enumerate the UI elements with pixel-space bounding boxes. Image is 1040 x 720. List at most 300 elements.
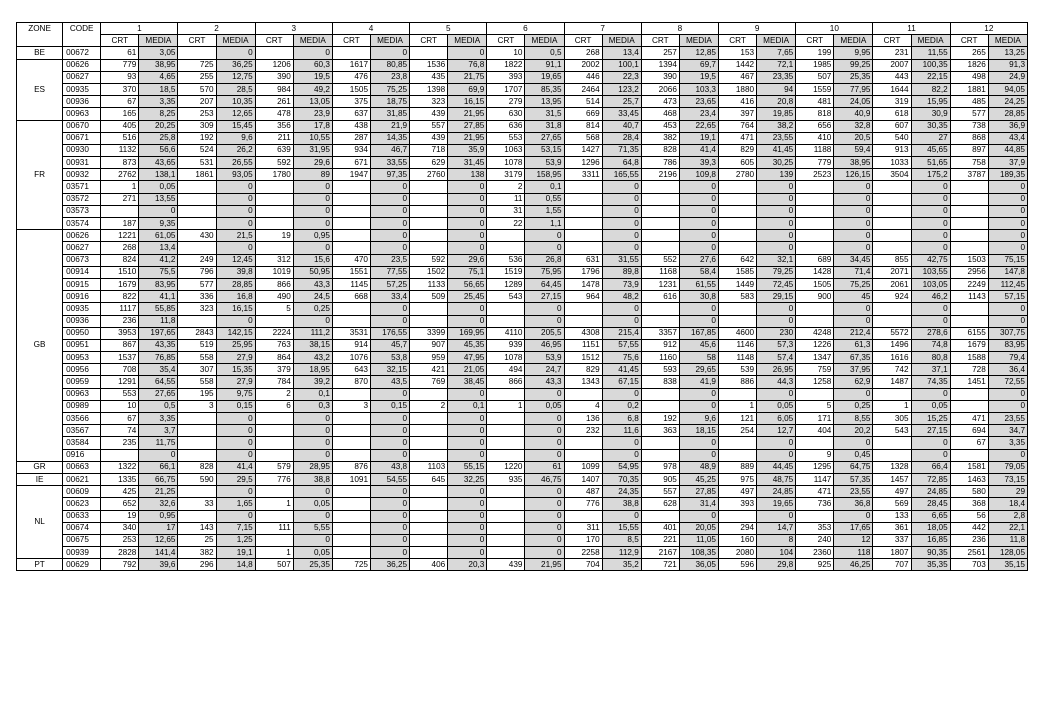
media-cell: 29,6 [293,157,332,169]
crt-cell: 1478 [564,278,602,290]
media-cell: 27,85 [679,486,718,498]
crt-cell: 779 [101,59,139,71]
crt-cell [332,218,370,230]
crt-cell [564,510,602,522]
media-cell: 0 [371,437,410,449]
crt-cell: 524 [178,144,216,156]
media-cell: 19,1 [216,547,255,559]
media-cell: 0 [911,437,950,449]
crt-cell: 382 [641,132,679,144]
crt-cell: 725 [332,559,370,571]
media-cell: 10,35 [216,96,255,108]
media-cell: 72,55 [988,376,1027,388]
crt-cell [796,388,834,400]
crt-cell: 907 [410,339,448,351]
media-cell: 31,45 [448,157,487,169]
crt-cell: 2007 [873,59,911,71]
crt-cell [332,534,370,546]
media-cell: 0,95 [139,510,178,522]
crt-cell: 1322 [101,461,139,473]
media-cell: 6,05 [757,413,796,425]
crt-cell [255,510,293,522]
media-cell: 61,55 [679,278,718,290]
crt-cell: 265 [950,47,988,59]
media-cell: 103,05 [911,278,950,290]
media-cell: 0 [525,437,564,449]
crt-cell: 776 [255,473,293,485]
media-cell: 12,75 [216,71,255,83]
crt-cell: 323 [410,96,448,108]
media-cell: 0 [757,242,796,254]
media-cell: 41,4 [679,144,718,156]
crt-cell [873,303,911,315]
crt-cell: 708 [101,364,139,376]
media-cell: 7,15 [216,522,255,534]
media-cell: 32,8 [834,120,873,132]
media-cell: 0 [679,400,718,412]
crt-cell: 763 [255,339,293,351]
crt-cell: 2066 [641,83,679,95]
crt-cell: 478 [255,108,293,120]
crt-cell [873,242,911,254]
crt-cell: 580 [950,486,988,498]
crt-cell: 1328 [873,461,911,473]
table-row [17,364,1028,376]
media-cell: 0 [448,315,487,327]
media-cell: 0 [757,193,796,205]
table-row [17,120,1028,132]
media-cell: 0 [911,242,950,254]
media-cell: 20,2 [834,425,873,437]
media-cell: 1,25 [216,534,255,546]
media-cell: 0 [448,413,487,425]
media-cell: 13,25 [988,47,1027,59]
crt-cell: 1099 [564,461,602,473]
crt-cell [564,242,602,254]
media-cell: 0 [216,218,255,230]
month-header: 9 [718,23,795,35]
crt-cell [410,181,448,193]
media-cell: 41,2 [139,254,178,266]
media-cell: 73,15 [988,473,1027,485]
media-cell: 0 [293,193,332,205]
media-cell: 0 [602,510,641,522]
media-cell: 8,5 [602,534,641,546]
crt-cell [410,437,448,449]
crt-cell: 3179 [487,169,525,181]
crt-cell: 864 [255,352,293,364]
media-cell: 28,4 [602,132,641,144]
code-cell: 0916 [63,449,101,461]
table-row [17,413,1028,425]
crt-cell [950,205,988,217]
media-cell: 46,7 [371,144,410,156]
crt-cell: 1347 [796,352,834,364]
media-cell: 77,55 [371,266,410,278]
media-cell: 0 [602,230,641,242]
crt-cell: 569 [873,498,911,510]
crt-cell: 605 [718,157,756,169]
media-cell: 31,8 [525,120,564,132]
media-cell: 118 [834,547,873,559]
media-cell: 4,65 [139,71,178,83]
media-cell: 40,9 [834,108,873,120]
crt-cell: 1707 [487,83,525,95]
media-cell: 0 [757,218,796,230]
crt-cell [487,230,525,242]
media-cell: 38,45 [448,376,487,388]
crt-cell: 2249 [950,278,988,290]
crt-cell: 1807 [873,547,911,559]
crt-cell: 725 [178,59,216,71]
media-cell: 18,4 [988,498,1027,510]
crt-header: CRT [873,35,911,47]
crt-cell: 866 [487,376,525,388]
crt-cell: 1151 [564,339,602,351]
crt-cell [332,425,370,437]
crt-cell: 543 [873,425,911,437]
media-cell: 45,6 [679,339,718,351]
media-cell: 0 [216,193,255,205]
media-cell: 3,35 [139,413,178,425]
code-cell: 00629 [63,559,101,571]
crt-cell: 639 [255,144,293,156]
media-cell: 24,25 [988,96,1027,108]
crt-cell [564,230,602,242]
crt-cell: 4308 [564,327,602,339]
media-cell: 47,95 [448,352,487,364]
crt-cell [410,315,448,327]
media-cell: 27 [911,132,950,144]
media-cell: 43,2 [293,352,332,364]
crt-cell [873,437,911,449]
crt-cell: 1091 [332,473,370,485]
table-row [17,59,1028,71]
crt-cell: 476 [332,71,370,83]
zone-cell: NL [17,486,63,559]
media-cell: 80,85 [371,59,410,71]
media-cell: 0 [757,230,796,242]
crt-cell [718,303,756,315]
crt-header: CRT [255,35,293,47]
media-cell: 126,15 [834,169,873,181]
media-cell: 58,4 [679,266,718,278]
table-row [17,278,1028,290]
crt-cell [178,486,216,498]
crt-cell: 4248 [796,327,834,339]
crt-cell [873,193,911,205]
crt-cell: 3 [332,400,370,412]
media-cell: 0,15 [216,400,255,412]
media-cell: 26,95 [757,364,796,376]
crt-cell: 240 [796,534,834,546]
crt-cell: 897 [950,144,988,156]
media-cell: 0 [834,388,873,400]
media-cell: 0 [371,449,410,461]
media-cell: 0 [679,437,718,449]
crt-cell: 1 [101,181,139,193]
crt-cell [332,303,370,315]
media-cell: 32,15 [371,364,410,376]
crt-cell: 356 [255,120,293,132]
crt-cell [255,218,293,230]
zone-cell: GB [17,230,63,462]
media-cell: 27,9 [216,352,255,364]
crt-cell: 656 [796,120,834,132]
media-cell: 0 [679,193,718,205]
crt-cell: 31 [487,205,525,217]
crt-cell: 671 [332,157,370,169]
media-cell: 103,3 [679,83,718,95]
media-cell: 75,15 [988,254,1027,266]
crt-cell: 1147 [796,473,834,485]
crt-cell [101,205,139,217]
media-header: MEDIA [602,35,641,47]
media-cell: 80,8 [911,352,950,364]
crt-cell [641,205,679,217]
media-cell: 15,35 [216,364,255,376]
crt-cell [873,205,911,217]
crt-cell: 1258 [796,376,834,388]
media-cell: 12 [834,534,873,546]
media-cell: 97,35 [371,169,410,181]
crt-cell: 570 [178,83,216,95]
crt-cell: 236 [101,315,139,327]
media-cell: 0 [448,498,487,510]
crt-cell [487,413,525,425]
month-header: 10 [796,23,873,35]
table-row [17,157,1028,169]
crt-cell [950,388,988,400]
crt-cell: 1078 [487,352,525,364]
media-cell: 60,3 [293,59,332,71]
crt-cell: 468 [641,108,679,120]
crt-cell [796,303,834,315]
crt-cell [410,498,448,510]
table-row [17,486,1028,498]
media-cell: 0 [216,510,255,522]
crt-cell [332,498,370,510]
table-row [17,71,1028,83]
crt-cell [410,449,448,461]
media-cell: 53,9 [525,352,564,364]
crt-cell: 497 [718,486,756,498]
media-cell: 64,55 [139,376,178,388]
media-cell: 0 [834,315,873,327]
table-row [17,547,1028,559]
media-cell: 22,3 [602,71,641,83]
crt-cell: 19 [255,230,293,242]
crt-cell: 416 [718,96,756,108]
crt-cell: 1947 [332,169,370,181]
media-cell: 35,35 [911,559,950,571]
media-cell: 76,85 [139,352,178,364]
crt-cell: 1463 [950,473,988,485]
crt-cell [410,486,448,498]
crt-cell [178,218,216,230]
media-cell: 54,95 [602,461,641,473]
crt-cell: 405 [101,120,139,132]
media-cell: 29 [988,486,1027,498]
crt-cell: 446 [564,71,602,83]
media-cell: 0 [988,230,1027,242]
media-cell: 0 [911,303,950,315]
crt-cell: 2258 [564,547,602,559]
crt-cell [873,230,911,242]
media-cell: 0,95 [293,230,332,242]
media-cell: 21,95 [525,559,564,571]
media-cell: 70,35 [602,473,641,485]
crt-cell: 583 [718,291,756,303]
crt-cell: 1449 [718,278,756,290]
crt-cell: 1796 [564,266,602,278]
crt-cell: 192 [178,132,216,144]
media-cell: 0 [448,425,487,437]
month-header: 8 [641,23,718,35]
media-cell: 20,05 [679,522,718,534]
media-cell: 72,85 [911,473,950,485]
media-cell: 13,4 [139,242,178,254]
media-cell: 0 [679,181,718,193]
crt-cell [641,218,679,230]
media-cell: 89 [293,169,332,181]
media-cell: 0 [834,510,873,522]
media-cell: 89,8 [602,266,641,278]
crt-cell: 1822 [487,59,525,71]
month-header: 5 [410,23,487,35]
media-cell: 103,55 [911,266,950,278]
media-cell: 0 [448,510,487,522]
data-table-container [16,22,1028,571]
crt-cell [178,242,216,254]
crt-cell [564,181,602,193]
crt-cell [564,218,602,230]
crt-cell: 401 [641,522,679,534]
crt-cell: 779 [796,157,834,169]
crt-cell [410,47,448,59]
media-cell: 1,1 [525,218,564,230]
crt-cell: 978 [641,461,679,473]
crt-header: CRT [410,35,448,47]
media-cell: 189,35 [988,169,1027,181]
media-cell: 28,95 [293,461,332,473]
crt-cell: 2360 [796,547,834,559]
media-cell: 15,45 [216,120,255,132]
month-header: 4 [332,23,409,35]
crt-cell: 254 [718,425,756,437]
media-cell: 0 [679,242,718,254]
crt-cell: 379 [255,364,293,376]
media-cell: 57,3 [757,339,796,351]
crt-cell: 485 [950,96,988,108]
crt-cell: 590 [178,473,216,485]
crt-cell [410,425,448,437]
crt-cell: 1145 [332,278,370,290]
crt-cell: 867 [101,339,139,351]
media-cell: 0,2 [602,400,641,412]
crt-cell: 1537 [101,352,139,364]
table-row [17,132,1028,144]
media-cell: 123,2 [602,83,641,95]
media-cell: 0 [602,437,641,449]
media-cell: 30,9 [911,108,950,120]
media-cell: 0 [525,449,564,461]
crt-cell [641,303,679,315]
media-cell: 16,15 [216,303,255,315]
crt-cell: 829 [718,144,756,156]
crt-cell: 1078 [487,157,525,169]
crt-cell: 2002 [564,59,602,71]
crt-cell [255,193,293,205]
table-row [17,254,1028,266]
table-row [17,266,1028,278]
media-cell: 0 [448,181,487,193]
crt-cell: 828 [641,144,679,156]
media-cell: 72,1 [757,59,796,71]
media-cell: 19,85 [757,108,796,120]
crt-cell: 10 [487,47,525,59]
code-cell: 00674 [63,522,101,534]
crt-cell: 1033 [873,157,911,169]
crt-cell: 1188 [796,144,834,156]
crt-cell [255,181,293,193]
crt-cell: 742 [873,364,911,376]
media-cell: 23,55 [988,413,1027,425]
media-cell: 91,1 [525,59,564,71]
media-header: MEDIA [448,35,487,47]
crt-cell: 375 [332,96,370,108]
crt-cell [255,534,293,546]
media-cell: 0 [525,315,564,327]
media-cell: 12,65 [139,534,178,546]
media-cell: 22,15 [911,71,950,83]
crt-cell [718,449,756,461]
media-cell: 14,7 [757,522,796,534]
media-cell: 55,15 [448,461,487,473]
crt-cell: 838 [641,376,679,388]
crt-cell: 1581 [950,461,988,473]
media-cell: 44,85 [988,144,1027,156]
table-row [17,473,1028,485]
crt-cell: 728 [950,364,988,376]
crt-cell [487,534,525,546]
media-cell: 11,55 [911,47,950,59]
media-cell: 13,4 [602,47,641,59]
crt-cell: 642 [718,254,756,266]
crt-cell: 873 [101,157,139,169]
crt-cell: 439 [487,559,525,571]
media-cell: 0 [371,547,410,559]
crt-cell: 1 [255,547,293,559]
crt-cell: 470 [332,254,370,266]
media-cell: 0 [602,218,641,230]
media-cell: 24,05 [834,96,873,108]
crt-cell: 2061 [873,278,911,290]
crt-cell: 271 [101,193,139,205]
crt-cell: 2760 [410,169,448,181]
code-cell: 03571 [63,181,101,193]
media-cell: 109,8 [679,169,718,181]
media-cell: 43,35 [139,339,178,351]
media-cell: 0 [525,510,564,522]
crt-cell: 786 [641,157,679,169]
media-cell: 0 [448,47,487,59]
media-cell: 32,1 [757,254,796,266]
media-cell: 66,4 [911,461,950,473]
media-cell: 0 [602,388,641,400]
crt-cell [641,193,679,205]
code-cell: 00936 [63,315,101,327]
